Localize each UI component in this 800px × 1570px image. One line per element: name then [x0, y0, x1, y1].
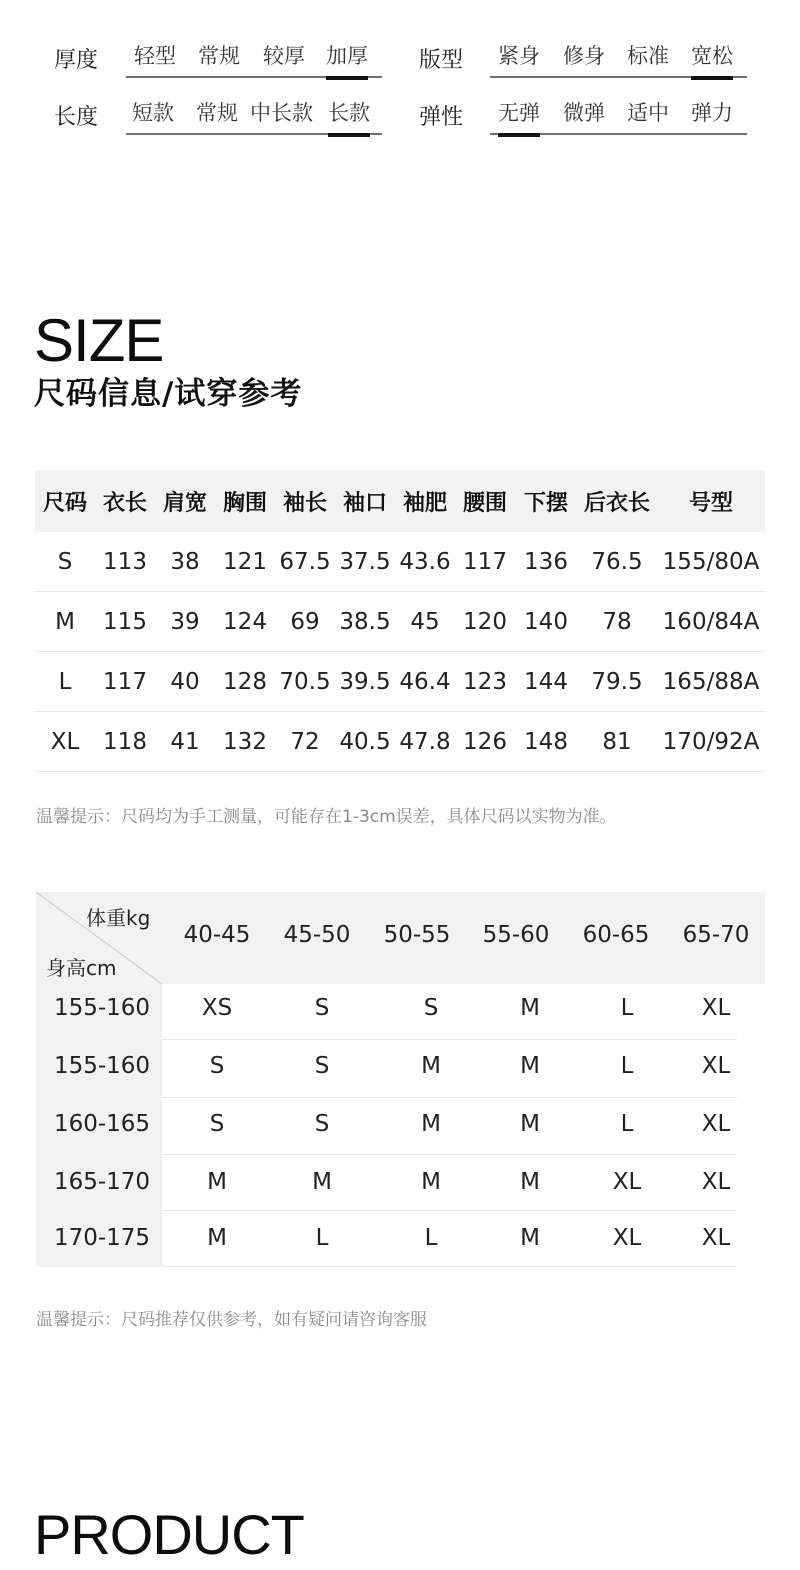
- size-cell: M: [520, 995, 540, 1021]
- table-row: [35, 712, 765, 772]
- fit-option: 紧身: [498, 44, 540, 68]
- table-cell: 121: [215, 532, 275, 592]
- table-cell: 113: [95, 532, 155, 592]
- weight-header: 45-50: [283, 922, 351, 948]
- table-cell: 126: [455, 712, 515, 772]
- height-header: 155-160: [53, 1053, 151, 1079]
- table-cell: 124: [215, 592, 275, 652]
- table-cell: 39.5: [335, 652, 395, 712]
- size-cell: L: [620, 995, 634, 1021]
- size-title: SIZE: [34, 307, 164, 374]
- table-cell: 76.5: [577, 532, 657, 592]
- size-cell: M: [520, 1111, 540, 1137]
- table-cell: XL: [35, 712, 95, 772]
- column-header: 腰围: [455, 470, 515, 532]
- weight-header: 40-45: [183, 922, 251, 948]
- table-cell: 155/80A: [657, 532, 765, 592]
- column-header: 号型: [657, 470, 765, 532]
- table-cell: 45: [395, 592, 455, 652]
- length-options: [126, 97, 382, 135]
- size-cell: S: [314, 1111, 330, 1137]
- column-header: 后衣长: [577, 470, 657, 532]
- size-cell: S: [209, 1111, 225, 1137]
- thickness-option-selected: 加厚: [326, 40, 368, 70]
- size-cell: XL: [701, 1053, 731, 1079]
- table-cell: 41: [155, 712, 215, 772]
- recommend-corner: [36, 892, 162, 984]
- weight-header: 65-70: [682, 922, 750, 948]
- thickness-option: 较厚: [263, 44, 305, 68]
- size-cell: M: [207, 1225, 227, 1251]
- table-cell: 140: [515, 592, 577, 652]
- size-cell: M: [520, 1169, 540, 1195]
- table-row: [35, 592, 765, 652]
- weight-axis-label: 体重kg: [86, 906, 151, 930]
- size-cell: M: [421, 1169, 441, 1195]
- height-header: 165-170: [53, 1169, 151, 1195]
- recommend-tip: 温馨提示：尺码推荐仅供参考，如有疑问请咨询客服: [36, 1310, 427, 1330]
- thickness-label: 厚度: [54, 48, 99, 73]
- table-cell: 79.5: [577, 652, 657, 712]
- elasticity-option: 弹力: [691, 101, 733, 125]
- table-cell: 118: [95, 712, 155, 772]
- table-cell: 123: [455, 652, 515, 712]
- column-header: 袖口: [335, 470, 395, 532]
- elasticity-option: 适中: [627, 101, 669, 125]
- size-cell: S: [423, 995, 439, 1021]
- thickness-option: 轻型: [134, 44, 176, 68]
- weight-header: 60-65: [582, 922, 650, 948]
- size-cell: XS: [201, 995, 233, 1021]
- size-cell: L: [620, 1111, 634, 1137]
- column-header: 袖肥: [395, 470, 455, 532]
- thickness-options: [126, 40, 382, 78]
- fit-option: 标准: [627, 44, 669, 68]
- size-subtitle: 尺码信息/试穿参考: [34, 376, 303, 412]
- table-cell: 69: [275, 592, 335, 652]
- size-cell: M: [520, 1053, 540, 1079]
- table-cell: 67.5: [275, 532, 335, 592]
- size-cell: L: [424, 1225, 438, 1251]
- row-divider: [162, 1266, 737, 1267]
- thickness-option: 常规: [198, 44, 240, 68]
- table-cell: 40.5: [335, 712, 395, 772]
- size-cell: XL: [701, 1225, 731, 1251]
- elasticity-option-selected: 无弹: [498, 97, 540, 127]
- table-cell: 72: [275, 712, 335, 772]
- row-divider: [162, 1210, 737, 1211]
- table-cell: 38: [155, 532, 215, 592]
- fit-label: 版型: [419, 48, 464, 73]
- weight-header: 55-60: [482, 922, 550, 948]
- table-cell: 128: [215, 652, 275, 712]
- size-cell: S: [209, 1053, 225, 1079]
- size-cell: S: [314, 995, 330, 1021]
- column-header: 尺码: [35, 470, 95, 532]
- product-title: PRODUCT: [34, 1503, 304, 1566]
- size-cell: XL: [701, 995, 731, 1021]
- size-cell: XL: [701, 1169, 731, 1195]
- row-divider: [162, 1097, 737, 1098]
- size-cell: M: [421, 1053, 441, 1079]
- column-header: 胸围: [215, 470, 275, 532]
- size-cell: M: [520, 1225, 540, 1251]
- height-header: 155-160: [53, 995, 151, 1021]
- height-header: 160-165: [53, 1111, 151, 1137]
- table-cell: L: [35, 652, 95, 712]
- length-option: 短款: [132, 101, 174, 125]
- column-header: 袖长: [275, 470, 335, 532]
- size-cell: XL: [612, 1225, 642, 1251]
- table-cell: 170/92A: [657, 712, 765, 772]
- size-cell: M: [312, 1169, 332, 1195]
- height-axis-label: 身高cm: [46, 956, 117, 980]
- table-cell: 120: [455, 592, 515, 652]
- table-cell: 144: [515, 652, 577, 712]
- size-cell: XL: [701, 1111, 731, 1137]
- table-cell: 160/84A: [657, 592, 765, 652]
- table-cell: 165/88A: [657, 652, 765, 712]
- length-option-selected: 长款: [328, 97, 370, 127]
- column-header: 衣长: [95, 470, 155, 532]
- table-cell: S: [35, 532, 95, 592]
- size-cell: M: [207, 1169, 227, 1195]
- table-cell: 37.5: [335, 532, 395, 592]
- row-divider: [162, 1154, 737, 1155]
- table-cell: 81: [577, 712, 657, 772]
- elasticity-options: [490, 97, 747, 135]
- elasticity-option: 微弹: [563, 101, 605, 125]
- size-cell: XL: [612, 1169, 642, 1195]
- height-header: 170-175: [53, 1225, 151, 1251]
- table-cell: 47.8: [395, 712, 455, 772]
- size-table: [35, 470, 765, 772]
- table-cell: 148: [515, 712, 577, 772]
- table-cell: 39: [155, 592, 215, 652]
- table-cell: M: [35, 592, 95, 652]
- fit-option: 修身: [563, 44, 605, 68]
- length-option: 常规: [196, 101, 238, 125]
- table-cell: 46.4: [395, 652, 455, 712]
- fit-option-selected: 宽松: [691, 40, 733, 70]
- table-cell: 40: [155, 652, 215, 712]
- elasticity-label: 弹性: [419, 105, 464, 130]
- table-row: [35, 652, 765, 712]
- table-row: [35, 532, 765, 592]
- size-cell: S: [314, 1053, 330, 1079]
- table-cell: 78: [577, 592, 657, 652]
- table-cell: 43.6: [395, 532, 455, 592]
- table-cell: 38.5: [335, 592, 395, 652]
- table-cell: 70.5: [275, 652, 335, 712]
- column-header: 肩宽: [155, 470, 215, 532]
- length-option: 中长款: [250, 101, 313, 125]
- size-cell: M: [421, 1111, 441, 1137]
- table-cell: 117: [95, 652, 155, 712]
- table-cell: 115: [95, 592, 155, 652]
- size-cell: L: [620, 1053, 634, 1079]
- length-label: 长度: [54, 105, 99, 130]
- table-cell: 132: [215, 712, 275, 772]
- column-header: 下摆: [515, 470, 577, 532]
- weight-header: 50-55: [383, 922, 451, 948]
- size-cell: L: [315, 1225, 329, 1251]
- fit-options: [490, 40, 747, 78]
- size-tip: 温馨提示：尺码均为手工测量，可能存在1-3cm误差，具体尺码以实物为准。: [36, 807, 617, 827]
- size-table-header: [35, 470, 765, 532]
- row-divider: [162, 1039, 737, 1040]
- table-cell: 117: [455, 532, 515, 592]
- table-cell: 136: [515, 532, 577, 592]
